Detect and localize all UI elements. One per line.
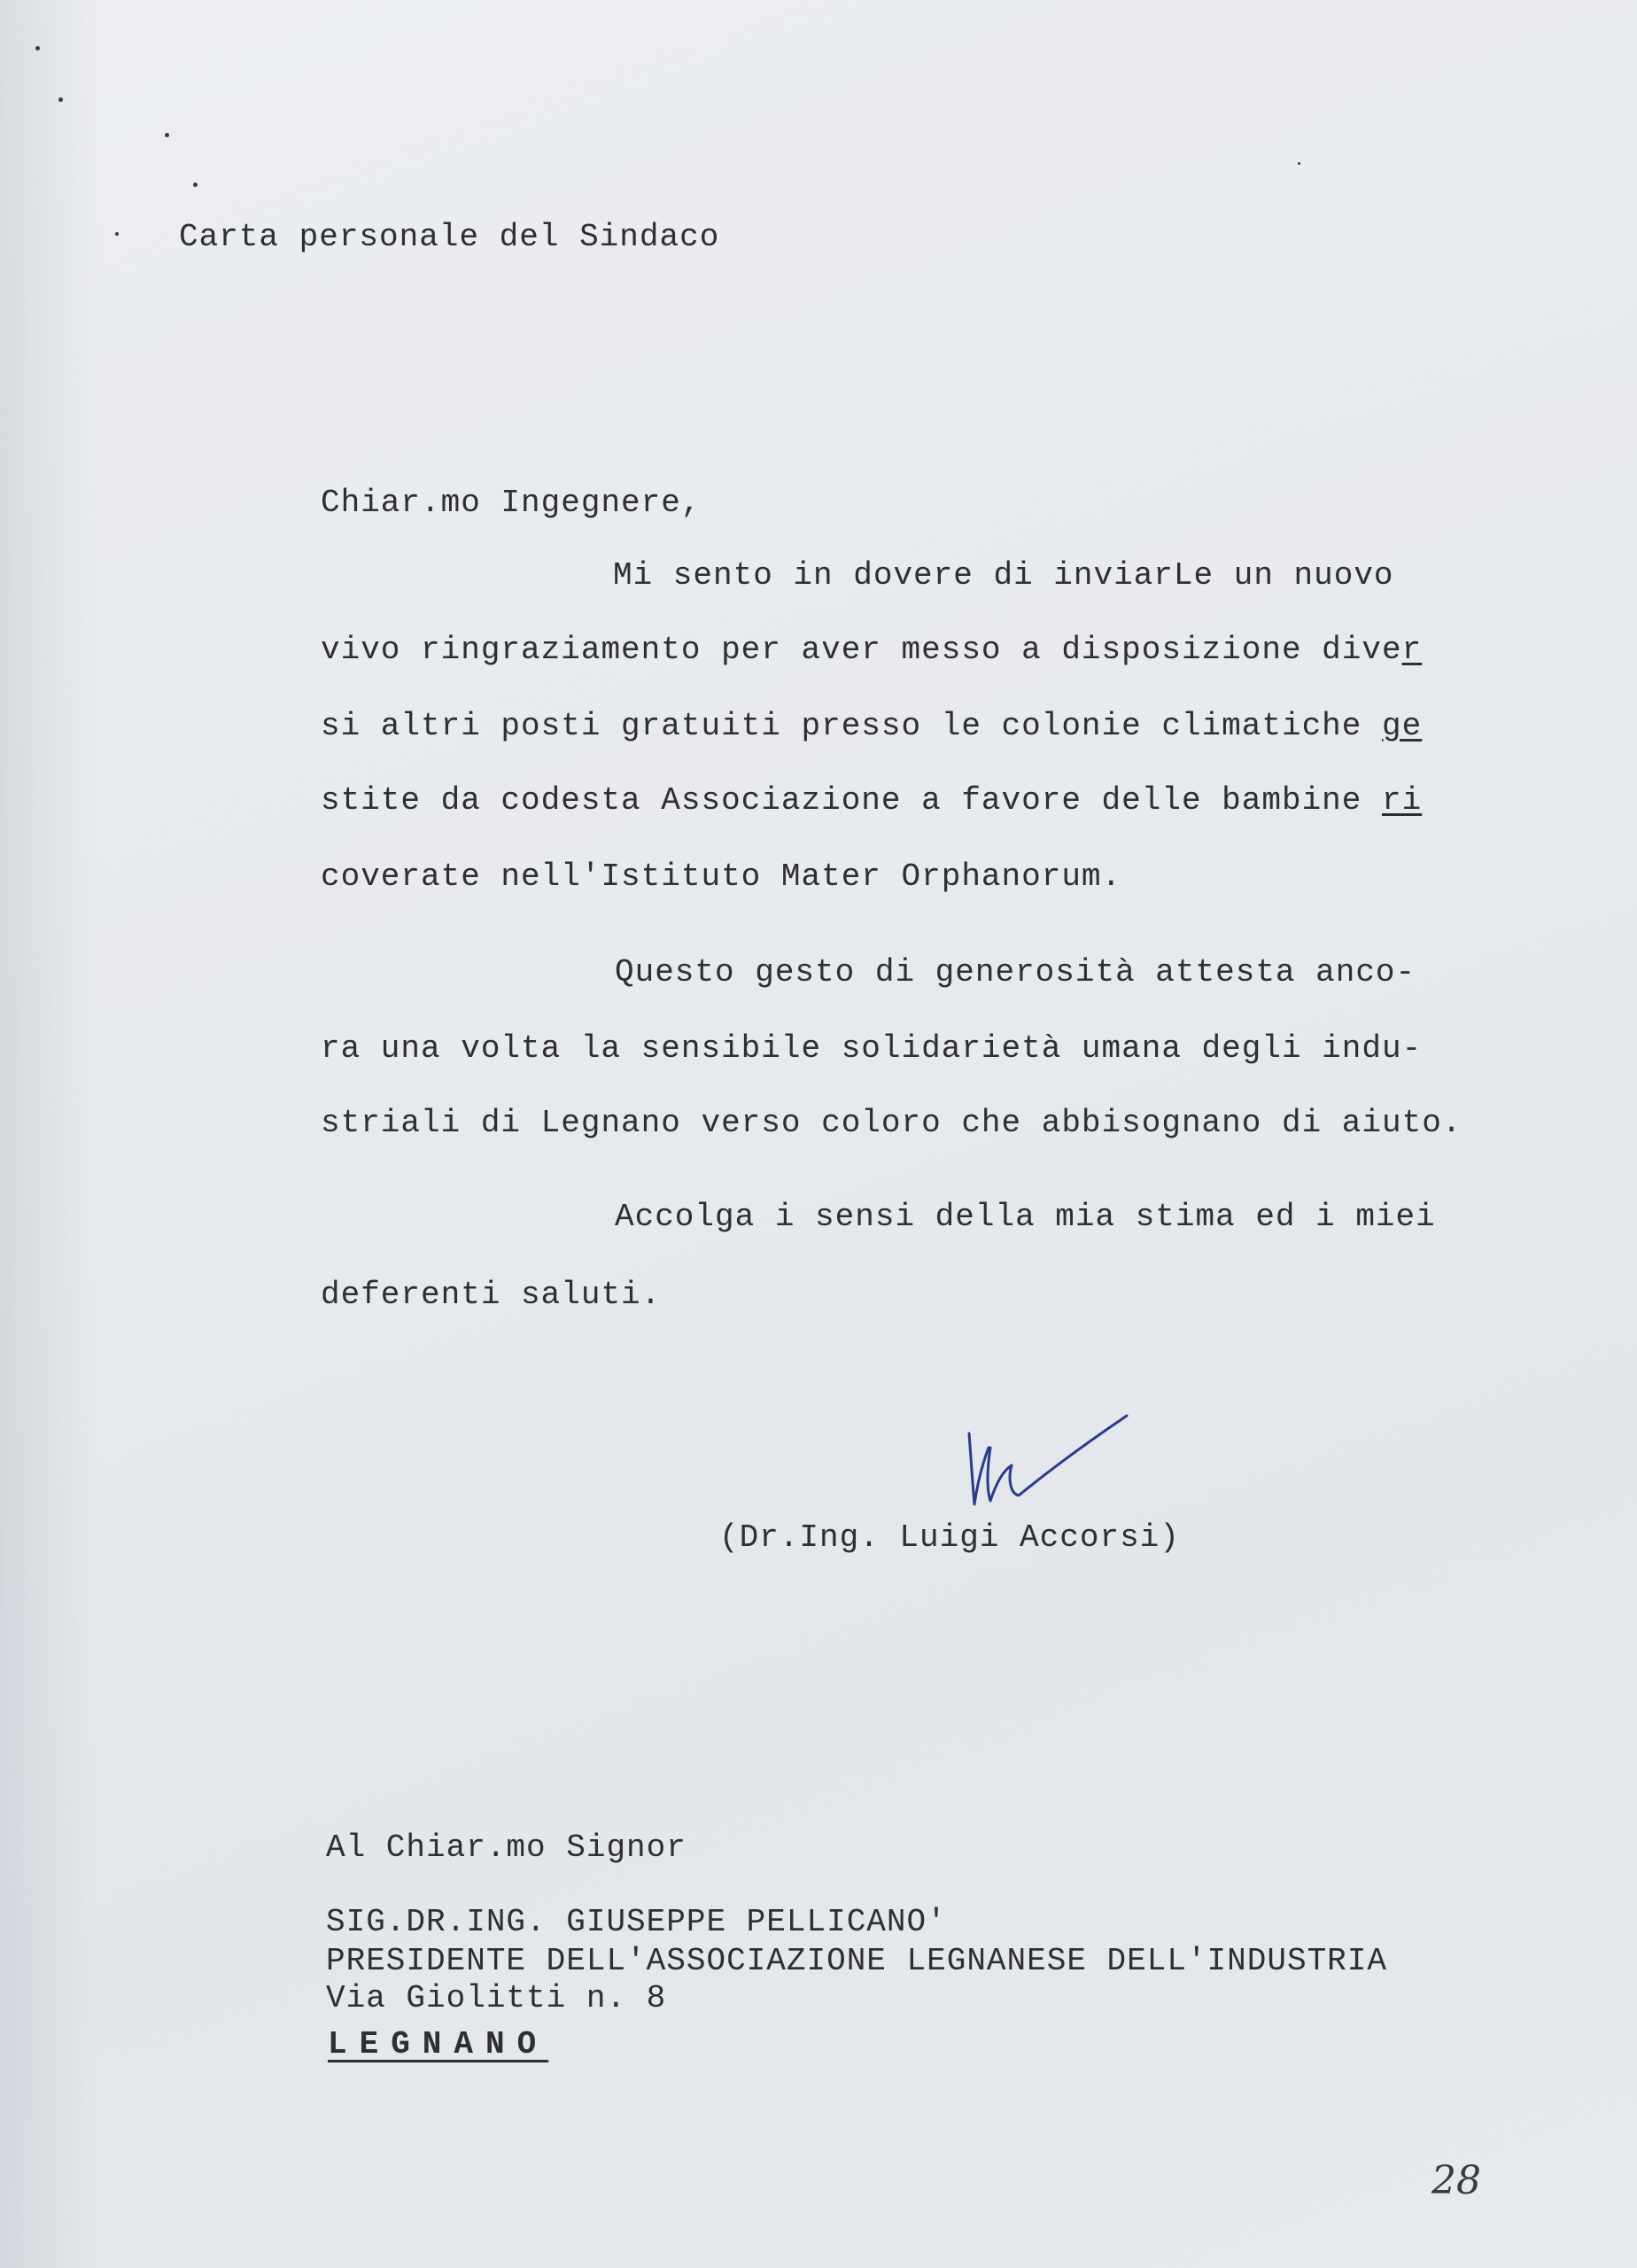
letterhead: Carta personale del Sindaco [179, 219, 720, 255]
signatory-name: (Dr.Ing. Luigi Accorsi) [719, 1519, 1180, 1556]
handwritten-page-number [1428, 2153, 1490, 2206]
paper-speck [193, 183, 198, 187]
body-line: Mi sento in dovere di inviarLe un nuovo [613, 557, 1394, 594]
paper-speck [115, 232, 119, 236]
address-line: PRESIDENTE DELL'ASSOCIAZIONE LEGNANESE DELL'INDUSTRIA [326, 1943, 1387, 1979]
address-line: Al Chiar.mo Signor [326, 1829, 687, 1866]
body-line: stite da codesta Associazione a favore delle bambine ri [321, 782, 1423, 819]
body-line: deferenti saluti. [321, 1277, 662, 1313]
handwritten-signature-icon [957, 1409, 1134, 1515]
body-line: Questo gesto di generosità attesta anco- [615, 954, 1416, 990]
svg-text:28: 28 [1431, 2158, 1481, 2203]
body-line: ra una volta la sensibile solidarietà umana degli indu- [321, 1030, 1423, 1067]
paper-speck [58, 97, 63, 102]
paper-speck [165, 133, 169, 137]
scan-edge-shadow [0, 0, 97, 2268]
body-line: coverate nell'Istituto Mater Orphanorum. [321, 858, 1122, 895]
paper-speck [35, 46, 40, 50]
body-line: striali di Legnano verso coloro che abbisognano di aiuto. [321, 1105, 1462, 1141]
paper-speck [1298, 162, 1300, 165]
address-city: LEGNANO [328, 2026, 549, 2062]
body-line: Accolga i sensi della mia stima ed i miei [615, 1199, 1436, 1235]
address-line: SIG.DR.ING. GIUSEPPE PELLICANO' [326, 1904, 947, 1940]
address-line: Via Giolitti n. 8 [326, 1980, 667, 2016]
salutation: Chiar.mo Ingegnere, [321, 485, 702, 521]
body-line: vivo ringraziamento per aver messo a disposizione diver [321, 632, 1423, 668]
body-line: si altri posti gratuiti presso le colonie climatiche ge [321, 708, 1423, 744]
